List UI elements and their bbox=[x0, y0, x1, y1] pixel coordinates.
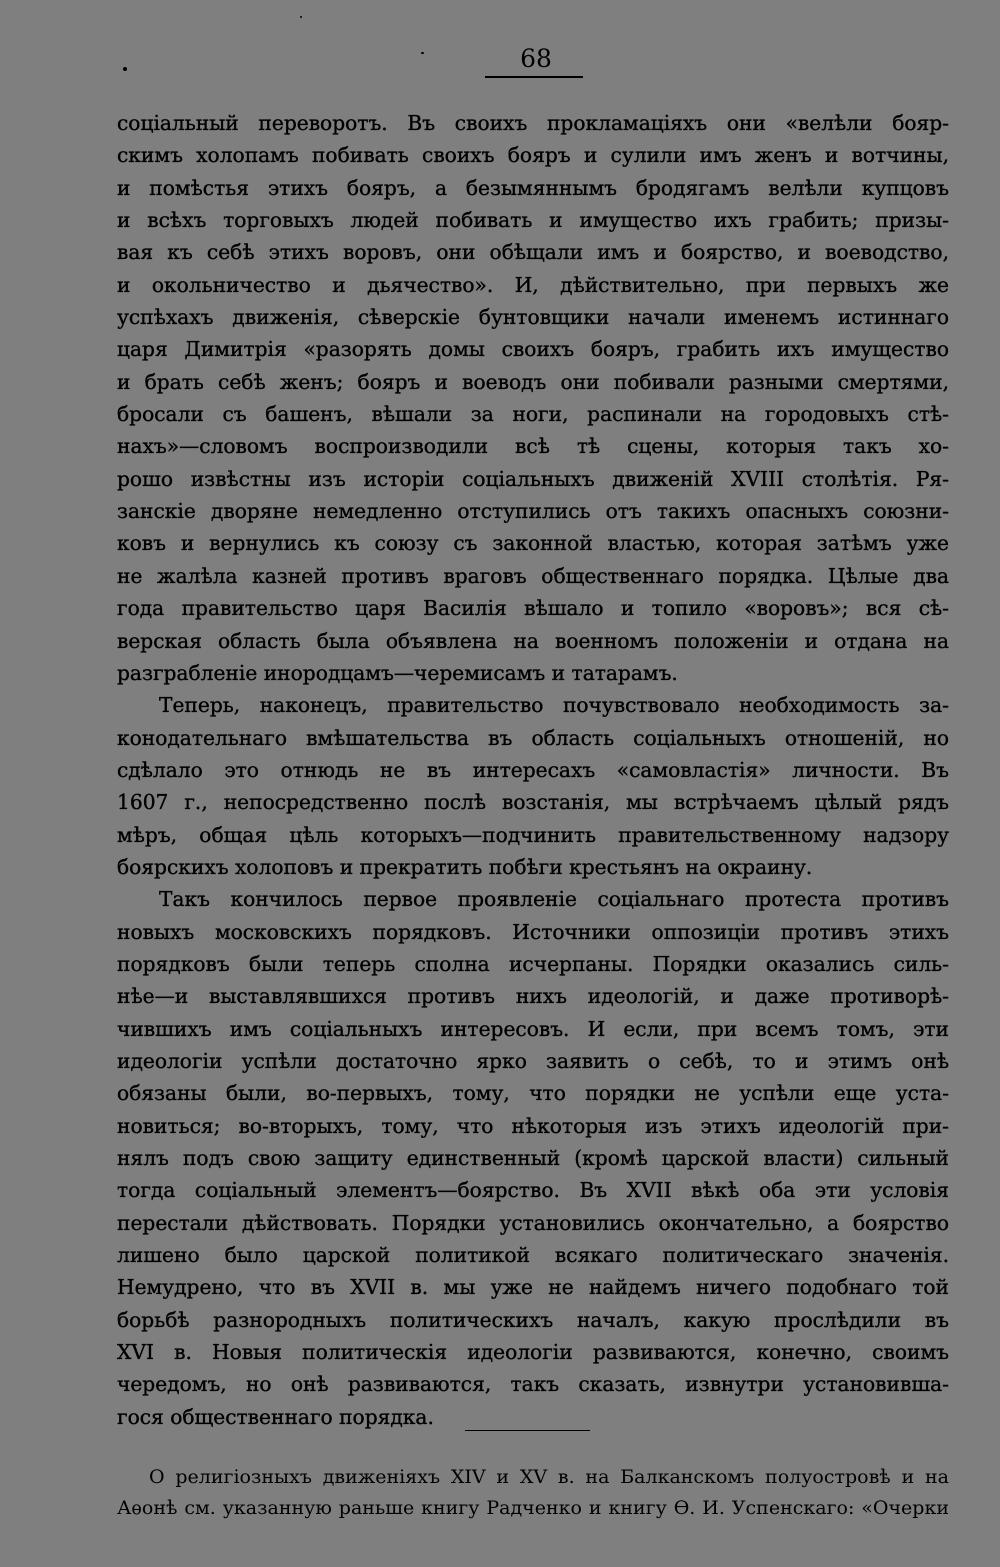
text-line: и окольничество и дьячество». И, дѣйствительно, при первыхъ же bbox=[117, 272, 949, 297]
text-line: царя Димитрія «разорять домы своихъ бояръ, грабить ихъ имущество bbox=[117, 337, 949, 362]
text-line: тогда соціальный элементъ—боярство. Въ XVII вѣкѣ оба эти условія bbox=[117, 1178, 949, 1203]
text-line: Теперь, наконецъ, правительство почувствовало необходимость за- bbox=[159, 693, 949, 718]
text-line: не жалѣла казней противъ враговъ общественнаго порядка. Цѣлые два bbox=[117, 563, 949, 588]
text-line: нѣе—и выставлявшихся противъ нихъ идеологій, и даже противорѣ- bbox=[117, 984, 949, 1009]
text-line: соціальный переворотъ. Въ своихъ прокламаціяхъ они «велѣли бояр- bbox=[117, 111, 949, 135]
text-line: перестали дѣйствовать. Порядки установились окончательно, а боярство bbox=[117, 1210, 949, 1235]
scan-speck bbox=[421, 52, 424, 54]
scan-speck bbox=[300, 16, 302, 18]
text-line: Немудрено, что въ XVII в. мы уже не найдемъ ничего подобнаго той bbox=[117, 1275, 949, 1300]
text-line: порядковъ были теперь сполна исчерпаны. Порядки оказались силь- bbox=[117, 951, 949, 976]
text-line: и брать себѣ женъ; бояръ и воеводъ они побивали разными смертями, bbox=[117, 369, 949, 394]
page-number: 68 bbox=[520, 44, 552, 73]
text-line: Такъ кончилось первое проявленіе соціальнаго протеста противъ bbox=[159, 887, 949, 912]
text-line: и всѣхъ торговыхъ людей побивать и имущество ихъ грабить; призы- bbox=[117, 208, 949, 233]
footnote bbox=[117, 1462, 949, 1524]
text-line: борьбѣ разнородныхъ политическихъ началъ, какую прослѣдили въ bbox=[117, 1307, 949, 1332]
text-line: бросали съ башенъ, вѣшали за ноги, распинали на городовыхъ стѣ- bbox=[117, 402, 949, 427]
text-line: 1607 г., непосредственно послѣ возстанія, мы встрѣчаемъ цѣлый рядъ bbox=[117, 790, 949, 815]
text-line: нахъ»—словомъ воспроизводили всѣ тѣ сцены, которыя такъ хо- bbox=[117, 434, 949, 459]
text-line: мѣръ, общая цѣль которыхъ—подчинить правительственному надзору bbox=[117, 822, 949, 847]
text-line: года правительство царя Василія вѣшало и топило «воровъ»; вся сѣ- bbox=[117, 596, 949, 621]
text-line: сдѣлало это отнюдь не въ интересахъ «самовластія» личности. Въ bbox=[117, 757, 949, 782]
paragraph bbox=[117, 107, 949, 689]
text-line: скимъ холопамъ побивать своихъ бояръ и сулили имъ женъ и вотчины, bbox=[117, 143, 949, 168]
text-line: идеологіи успѣли достаточно ярко заявить о себѣ, то и этимъ онѣ bbox=[117, 1048, 949, 1073]
text-line: и помѣстья этихъ бояръ, а безымяннымъ бродягамъ велѣли купцовъ bbox=[117, 175, 949, 200]
text-line: чередомъ, но онѣ развиваются, такъ сказать, извнутри установивша- bbox=[117, 1372, 949, 1397]
footnote-line: Аѳонѣ см. указанную раньше книгу Радченко и книгу Ѳ. И. Успенскаго: «Очерки bbox=[117, 1497, 949, 1519]
text-line: лишено было царской политикой всякаго политическаго значенія. bbox=[117, 1243, 949, 1268]
text-line: обязаны были, во-первыхъ, тому, что порядки не успѣли еще уста- bbox=[117, 1081, 949, 1106]
footnote-rule bbox=[465, 1430, 590, 1431]
text-line: новиться; во-вторыхъ, тому, что нѣкоторыя изъ этихъ идеологій при- bbox=[117, 1113, 949, 1138]
scan-speck bbox=[123, 67, 127, 71]
page-number-rule bbox=[485, 76, 583, 78]
text-line: боярскихъ холоповъ и прекратить побѣги крестьянъ на окраину. bbox=[117, 854, 813, 879]
text-line: XVI в. Новыя политическія идеологіи развиваются, конечно, своимъ bbox=[117, 1340, 949, 1365]
text-line: рошо извѣстны изъ исторіи соціальныхъ движеній XVIII столѣтія. Ря- bbox=[117, 466, 949, 491]
text-line: занскіе дворяне немедленно отступились отъ такихъ опасныхъ союзни- bbox=[117, 499, 949, 524]
text-line: разграбленіе инородцамъ—черемисамъ и татарамъ. bbox=[117, 660, 678, 685]
text-line: нялъ подъ свою защиту единственный (кромѣ царской власти) сильный bbox=[117, 1146, 949, 1170]
text-line: конодательнаго вмѣшательства въ область соціальныхъ отношеній, но bbox=[117, 725, 949, 750]
text-line: успѣхахъ движенія, сѣверскіе бунтовщики начали именемъ истиннаго bbox=[117, 305, 949, 330]
text-line: чившихъ имъ соціальныхъ интересовъ. И если, при всемъ томъ, эти bbox=[117, 1016, 949, 1041]
footnote-line: О религіозныхъ движеніяхъ XIV и XV в. на Балканскомъ полуостровѣ и на bbox=[149, 1466, 949, 1488]
paragraph bbox=[117, 689, 949, 883]
body-text bbox=[117, 107, 949, 1433]
text-line: гося общественнаго порядка. bbox=[117, 1404, 434, 1429]
text-line: вая къ себѣ этихъ воровъ, они обѣщали имъ и боярство, и воеводство, bbox=[117, 240, 949, 265]
paragraph bbox=[117, 883, 949, 1433]
text-line: ковъ и вернулись къ союзу съ законной властью, которая затѣмъ уже bbox=[117, 531, 949, 556]
text-line: новыхъ московскихъ порядковъ. Источники оппозиціи противъ этихъ bbox=[117, 919, 949, 944]
text-line: верская область была объявлена на военномъ положеніи и отдана на bbox=[117, 628, 949, 653]
